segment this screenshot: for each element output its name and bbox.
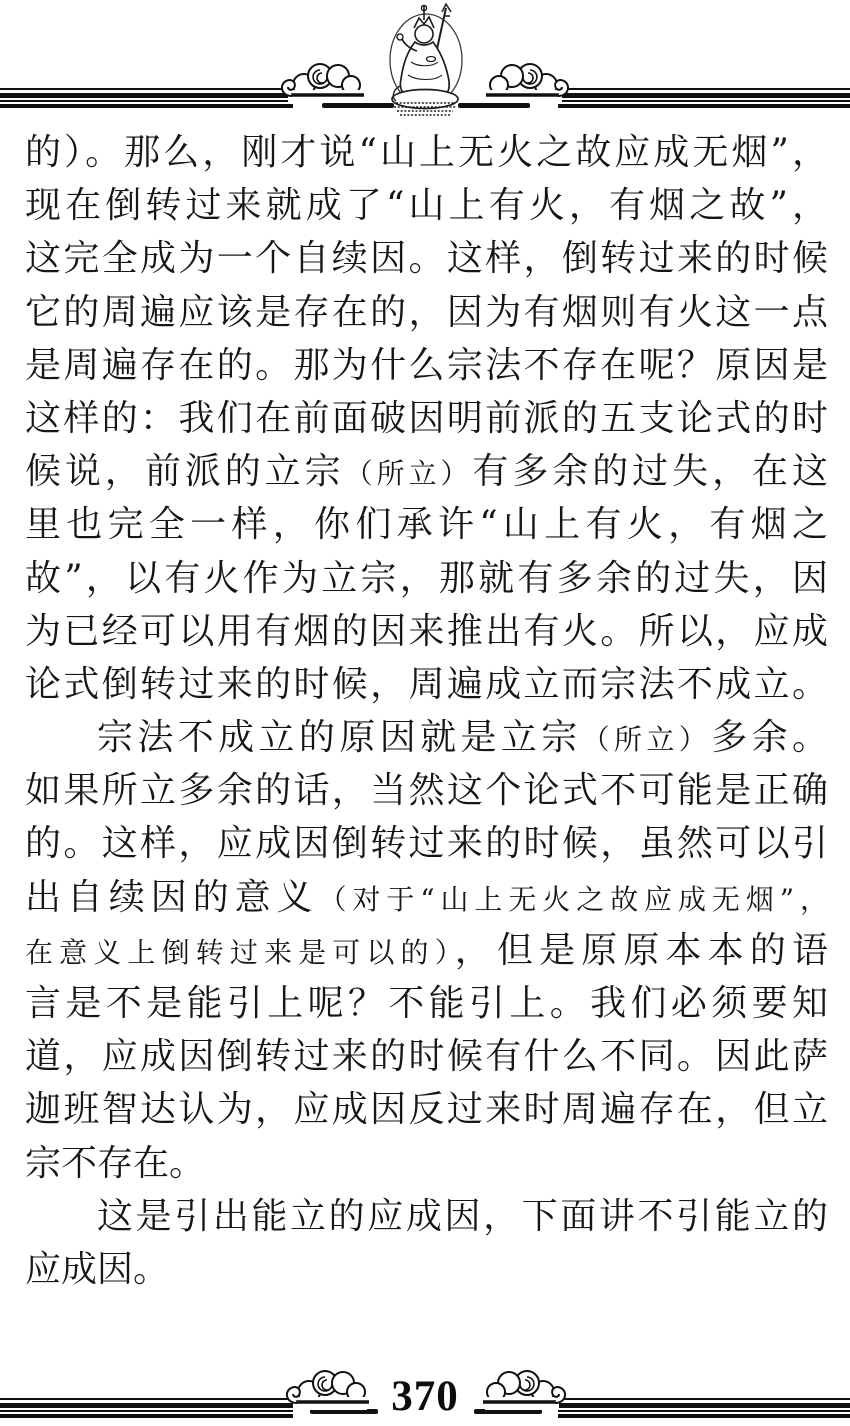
text-run: 道，应成因倒转过来的时候有什么不同。因此萨 xyxy=(25,1036,828,1078)
text-line xyxy=(25,1137,828,1190)
text-run: 有多余的过失，在这 xyxy=(472,451,828,493)
text-line xyxy=(25,286,828,339)
deity-illustration-icon xyxy=(372,2,480,120)
text-run: 的。这样，应成因倒转过来的时候，虽然可以引 xyxy=(25,823,828,865)
text-line xyxy=(25,1030,828,1083)
text-run: 里也完全一样，你们承许“山上有火，有烟之 xyxy=(25,504,828,546)
text-line xyxy=(25,179,828,232)
text-run-small: 在意义上倒转过来是可以的） xyxy=(25,935,455,969)
text-line xyxy=(25,392,828,445)
text-run-small: （所立） xyxy=(344,457,473,491)
cloud-ornament-top-left-icon xyxy=(278,55,370,105)
text-line xyxy=(25,817,828,870)
rule-band-bottom-left xyxy=(0,1398,293,1418)
text-run: 应成因。 xyxy=(25,1248,170,1290)
text-line xyxy=(25,1243,828,1296)
text-line xyxy=(25,1083,828,1136)
text-run: 论式倒转过来的时候，周遍成立而宗法不成立。 xyxy=(25,663,828,705)
text-line xyxy=(25,445,828,498)
text-line xyxy=(25,764,828,817)
text-line xyxy=(25,711,828,764)
text-line xyxy=(25,1190,828,1243)
text-run: 如果所立多余的话，当然这个论式不可能是正确 xyxy=(25,770,828,812)
text-run: 现在倒转过来就成了“山上有火，有烟之故”， xyxy=(25,185,828,227)
rule-band-bottom-right xyxy=(558,1398,850,1418)
text-line xyxy=(25,871,828,924)
rule-band-top-left xyxy=(0,88,293,108)
page-number: 370 xyxy=(391,1373,459,1420)
text-run: 宗法不成立的原因就是立宗 xyxy=(97,717,582,759)
text-run: 它的周遍应该是存在的，因为有烟则有火这一点 xyxy=(25,291,828,333)
text-run: 多余。 xyxy=(711,717,828,759)
text-run: 出自续因的意义 xyxy=(25,876,319,918)
cloud-ornament-bottom-left-icon xyxy=(283,1362,375,1412)
text-run: 言是不是能引上呢？不能引上。我们必须要知 xyxy=(25,983,828,1024)
text-line xyxy=(25,658,828,711)
text-run: 故”，以有火作为立宗，那就有多余的过失，因 xyxy=(25,557,828,599)
text-run-small: （对于“山上无火之故应成无烟”， xyxy=(318,882,828,916)
text-run: 为已经可以用有烟的因来推出有火。所以，应成 xyxy=(25,610,828,652)
text-line xyxy=(25,232,828,285)
rule-band-top-right xyxy=(558,88,850,108)
text-run: 这是引出能立的应成因，下面讲不引能立的 xyxy=(97,1195,828,1237)
text-line xyxy=(25,977,828,1030)
text-run: 迦班智达认为，应成因反过来时周遍存在，但立 xyxy=(25,1089,828,1131)
text-line xyxy=(25,605,828,658)
text-run: 候说，前派的立宗 xyxy=(25,451,345,493)
text-run: 是周遍存在的。那为什么宗法不存在呢？原因是 xyxy=(25,344,828,386)
text-run: 这样的：我们在前面破因明前派的五支论式的时 xyxy=(25,397,828,439)
text-run: 宗不存在。 xyxy=(25,1142,206,1184)
text-line xyxy=(25,126,828,179)
text-line xyxy=(25,339,828,392)
text-run: ，但是原原本本的语 xyxy=(454,929,828,971)
text-line xyxy=(25,498,828,551)
cloud-ornament-bottom-right-icon xyxy=(477,1362,569,1412)
text-block xyxy=(25,126,828,1296)
text-run-small: （所立） xyxy=(581,723,712,757)
text-line xyxy=(25,924,828,977)
text-run: 的）。那么，刚才说“山上无火之故应成无烟”， xyxy=(25,132,828,173)
text-line xyxy=(25,552,828,605)
cloud-ornament-top-right-icon xyxy=(480,55,572,105)
text-run: 这完全成为一个自续因。这样，倒转过来的时候 xyxy=(25,238,828,280)
